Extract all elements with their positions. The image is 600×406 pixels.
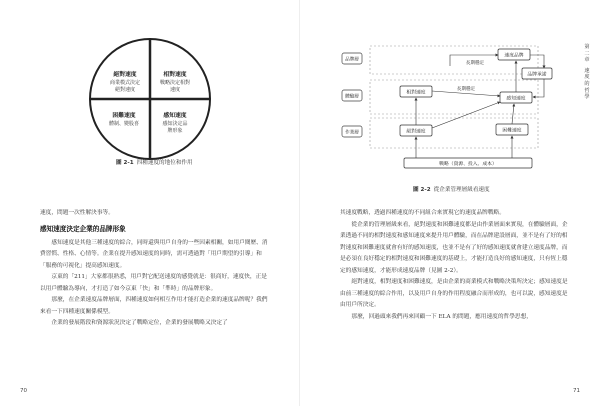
- svg-text:相對速度: 相對速度: [406, 90, 426, 96]
- quadrant-absolute-speed: [110, 70, 140, 93]
- box-strategy: [404, 158, 532, 168]
- side-tab-title: 速 度 的 哲 學: [584, 67, 590, 101]
- quadrant-difficulty-speed: [109, 111, 139, 127]
- arrow-promise-to-perceived: [533, 79, 544, 97]
- quadrant-perceived-speed: [162, 111, 187, 134]
- quadrant-line: 感知決定品: [162, 121, 188, 127]
- figure-2-2-caption: [413, 185, 490, 193]
- quadrant-line: 戰略決定相對: [159, 80, 191, 86]
- quadrant-title: 感知速度: [163, 113, 187, 119]
- quadrant-line: 商業模式決定: [109, 80, 141, 86]
- chapter-side-tab: [582, 44, 592, 101]
- quadrant-title: 困難速度: [112, 113, 136, 119]
- arrow-brand-to-promise: [530, 55, 544, 68]
- paragraph: 其速度戰略，透過四種速度的不同組合來實現它的速度品牌戰略。: [340, 210, 505, 216]
- paragraph: 那麼，回過頭來我們再來回顧一下 ELA 的問題，應用速度的哲學思想，: [351, 313, 532, 320]
- left-body-text: [40, 208, 268, 330]
- layer-label-brand: [342, 53, 362, 64]
- box-difficulty-speed: [496, 124, 528, 135]
- caption-text: 四種速度的地位和作用: [136, 160, 193, 166]
- quadrant-relative-speed: [160, 70, 190, 93]
- figure-2-2-layer-diagram: [300, 0, 600, 190]
- right-page: [300, 0, 600, 406]
- svg-text:戰略（資源、投入、成本）: 戰略（資源、投入、成本）: [439, 162, 497, 167]
- intro-line: 速度，問題一次性解決事等。: [40, 210, 114, 216]
- arrow-label-long-term-stable: 長期穩定: [465, 61, 485, 66]
- quadrant-title: 相對速度: [163, 72, 187, 78]
- section-heading: 感知速度決定企業的品牌形象: [40, 224, 126, 233]
- right-body-text: [340, 208, 568, 323]
- svg-text:感知速度: 感知速度: [506, 96, 526, 102]
- svg-text:品牌承諾: 品牌承諾: [527, 72, 547, 78]
- paragraph: 京東的「211」大家都很熟悉，用戶對它配送速度的感覺就是：很商好，速度快，正是以用戶體驗為導向，才打造了如今京東「快」和「準時」的品牌形象。: [40, 274, 267, 292]
- quadrant-line: 絕對速度: [114, 87, 136, 93]
- arrow-difficulty-to-perceived: [512, 104, 514, 124]
- paragraph: 絕對速度，相對速度和困難速度，是由企業的商業模式和戰略決策所決定；感知速度是由前三種速度的綜合作用，以及用戶自身的作用程度融合而形成的，也可以說，感知速度是由用戶所決定。: [340, 279, 568, 308]
- quadrant-line: 牌形象: [167, 128, 183, 134]
- svg-text:絕對速度: 絕對速度: [406, 129, 426, 135]
- svg-text:困難速度: 困難速度: [502, 128, 522, 134]
- quadrant-line: 體制、變股喜: [108, 121, 140, 127]
- arrow-absolute-to-perceived: [432, 102, 500, 128]
- side-tab-chapter: 第 二 章: [584, 44, 590, 64]
- box-absolute-speed: [400, 125, 432, 136]
- figure-2-1-circle-diagram: [0, 0, 300, 160]
- box-speed-brand: [498, 49, 530, 60]
- figure-2-1-caption: [116, 158, 193, 166]
- paragraph: 那麼，在企業速度品牌層面，四種速度如何相互作用才能打造企業的速度品牌呢？我們來看一下四種速度關係模型。: [40, 297, 268, 315]
- caption-number: 圖 2-2: [413, 187, 431, 193]
- svg-text:作業層: 作業層: [345, 130, 359, 136]
- box-brand-promise: [522, 68, 552, 79]
- svg-text:速度品牌: 速度品牌: [504, 53, 524, 59]
- paragraph: 企業的發展階段和資源狀況決定了戰略定位，企業的發展戰略又決定了: [51, 320, 228, 326]
- svg-text:體驗層: 體驗層: [345, 94, 359, 100]
- arrow-label-long-term-stable: 長期穩定: [456, 87, 476, 92]
- caption-number: 圖 2-1: [116, 160, 134, 166]
- box-relative-speed: [400, 86, 432, 97]
- quadrant-line: 速度: [169, 87, 181, 93]
- layer-label-operation: [342, 126, 362, 137]
- paragraph: 從企業的管理層級來看，絕對速度和困難速度都是由作業層面來實現，在體驗層面，企業透過不同的相對速度和感知速度來提升用戶體驗，而在品牌建設層面，並不是有了好的相對速度和困難速度就會有好的感知速度，也並不是有了好的感知速度就會建立速度品牌，而是必須在良好穩定的相對速度和困難速度的基礎上，才能打造良好的感知速度，只有恆上穩定的感知速度，才能形成速度品牌（見圖 2-2）。: [340, 221, 568, 274]
- paragraph: 感知速度是其他三種速度的綜合，同時還與用戶自身的一些因素相關，如用戶閱歷、消費習慣、性格、心情等。企業在提升感知速度的同時，需可透過對「用戶期望的引導」和「服務的可視化」提高感知速度。: [40, 239, 268, 269]
- page-number: 70: [20, 388, 27, 394]
- layer-label-experience: [342, 90, 362, 101]
- quadrant-title: 絕對速度: [113, 72, 137, 78]
- page-number: 71: [573, 388, 580, 394]
- caption-text: 從企業管理層級看速度: [433, 187, 490, 193]
- box-perceived-speed: [500, 92, 532, 103]
- svg-text:品牌層: 品牌層: [345, 57, 359, 63]
